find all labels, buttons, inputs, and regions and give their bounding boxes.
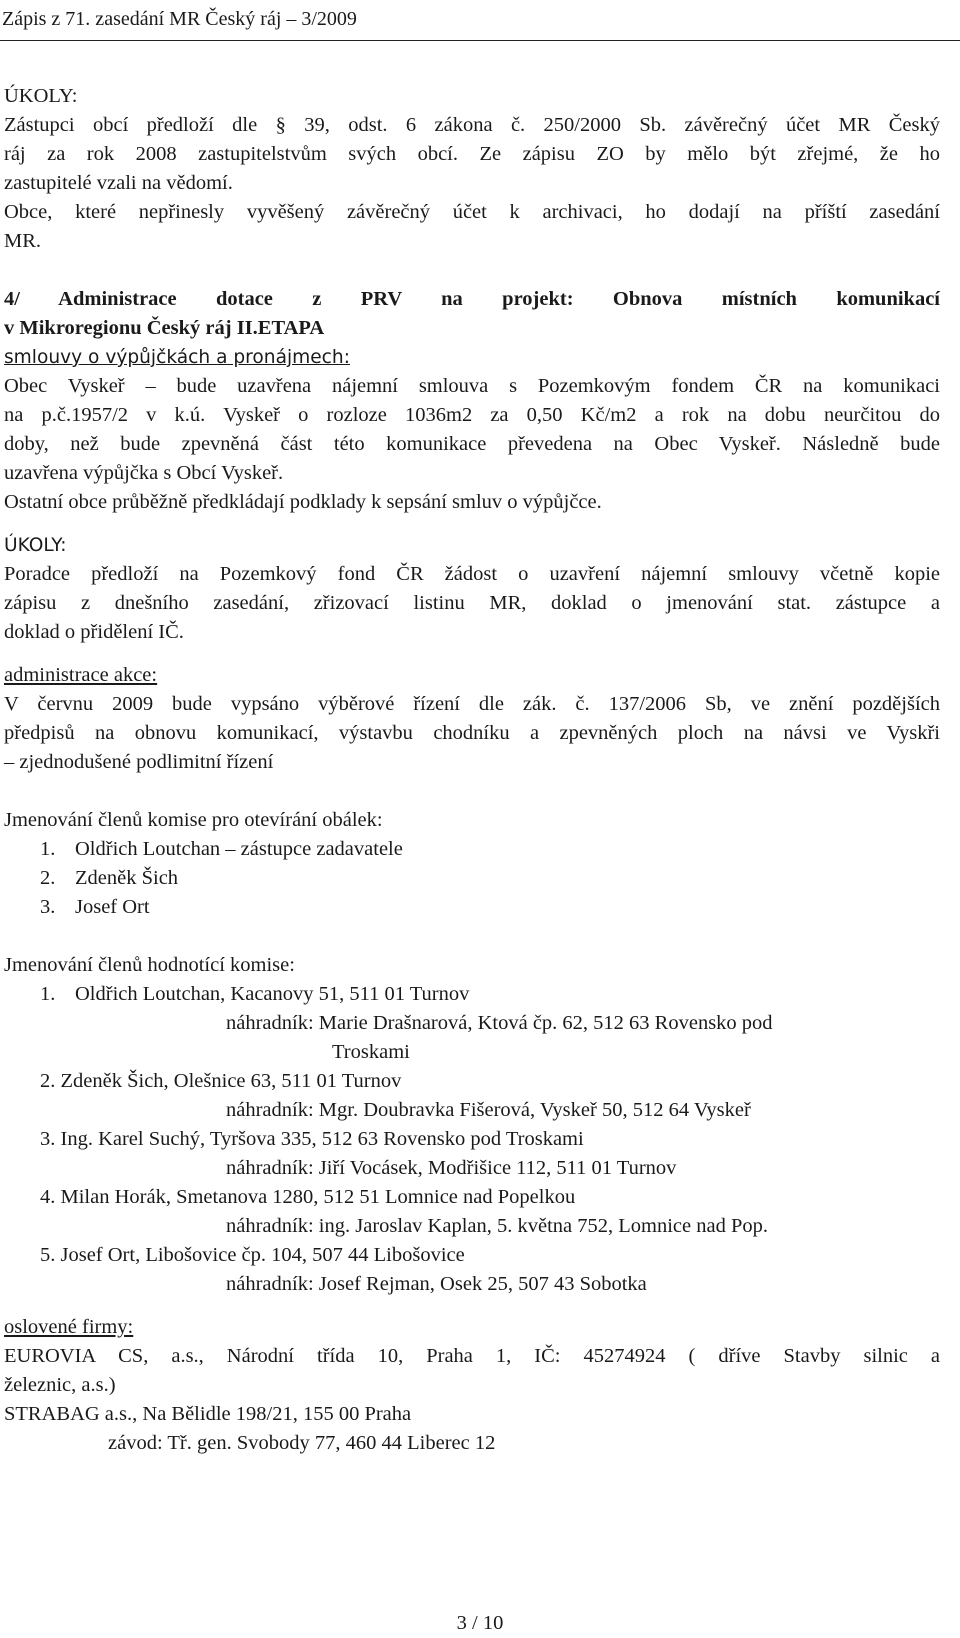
section-title-line2: v Mikroregionu Český ráj II.ETAPA xyxy=(4,317,325,339)
substitute: náhradník: Josef Rejman, Osek 25, 507 43 Sobotka xyxy=(226,1273,647,1295)
member-name: Ing. Karel Suchý, Tyršova 335, 512 63 Rovensko pod Troskami xyxy=(60,1128,584,1150)
list-item xyxy=(4,1125,940,1154)
section-title: 4/ Administrace dotace z PRV na projekt: Obnova místních komunikací xyxy=(4,288,940,310)
spacer xyxy=(4,922,940,951)
administrace-line: předpisů na obnovu komunikací, výstavbu chodníku a zpevněných ploch na návsi ve Vyskři xyxy=(4,722,940,744)
firma-line: závod: Tř. gen. Svobody 77, 460 44 Liberec 12 xyxy=(108,1432,496,1454)
firma-line: EUROVIA CS, a.s., Národní třída 10, Praha 1, IČ: 45274924 ( dříve Stavby silnic a xyxy=(4,1345,940,1367)
ukoly1-line: Obce, které nepřinesly vyvěšený závěrečný účet k archivaci, ho dodají na příští zasedání xyxy=(4,201,940,223)
ukoly2-line: zápisu z dnešního zasedání, zřizovací listinu MR, doklad o jmenování stat. zástupce a xyxy=(4,592,940,614)
substitute: náhradník: Jiří Vocásek, Modřišice 112, 511 01 Turnov xyxy=(226,1157,677,1179)
section4-line: na p.č.1957/2 v k.ú. Vyskeř o rozloze 1036m2 za 0,50 Kč/m2 a rok na dobu neurčitou do xyxy=(4,404,940,426)
substitute-cont: Troskami xyxy=(332,1041,410,1063)
ukoly-heading: ÚKOLY: xyxy=(4,535,67,556)
document-body xyxy=(4,82,940,1458)
list-number: 3. xyxy=(40,1128,56,1150)
section4-line: uzavřena výpůjčka s Obcí Vyskeř. xyxy=(4,462,284,484)
ukoly1-line: MR. xyxy=(4,230,42,252)
list-number: 1. xyxy=(40,838,56,860)
spacer xyxy=(4,517,940,531)
section4-line: Obec Vyskeř – bude uzavřena nájemní smlouva s Pozemkovým fondem ČR na komunikaci xyxy=(4,375,940,397)
list-item xyxy=(4,893,940,922)
ukoly1-line: ráj za rok 2008 zastupitelstvům svých obcí. Ze zápisu ZO by mělo být zřejmé, že ho xyxy=(4,143,940,165)
spacer xyxy=(4,777,940,806)
list-number: 2. xyxy=(40,867,56,889)
member-name: Oldřich Loutchan, Kacanovy 51, 511 01 Turnov xyxy=(75,983,470,1005)
ukoly-heading: ÚKOLY: xyxy=(4,85,78,107)
list-item xyxy=(4,1241,940,1270)
list-item xyxy=(4,864,940,893)
list-item xyxy=(4,835,940,864)
subheading-smlouvy: smlouvy o výpůjčkách a pronájmech: xyxy=(4,347,350,368)
administrace-heading: administrace akce: xyxy=(4,664,158,686)
ukoly2-line: Poradce předloží na Pozemkový fond ČR žádost o uzavření nájemní smlouvy včetně kopie xyxy=(4,563,940,585)
komise-obalky-heading: Jmenování členů komise pro otevírání obálek: xyxy=(4,809,383,831)
ukoly1-line: Zástupci obcí předloží dle § 39, odst. 6 zákona č. 250/2000 Sb. závěrečný účet MR Český xyxy=(4,114,940,136)
section4-line: Ostatní obce průběžně předkládají podklady k sepsání smluv o výpůjčce. xyxy=(4,491,602,513)
list-number: 2. xyxy=(40,1070,56,1092)
ukoly2-line: doklad o přidělení IČ. xyxy=(4,621,184,643)
substitute: náhradník: ing. Jaroslav Kaplan, 5. května 752, Lomnice nad Pop. xyxy=(226,1215,768,1237)
list-item xyxy=(4,980,940,1009)
spacer xyxy=(4,647,940,661)
substitute: náhradník: Marie Drašnarová, Ktová čp. 62, 512 63 Rovensko pod xyxy=(226,1012,773,1034)
list-number: 3. xyxy=(40,896,56,918)
section4-line: doby, než bude zpevněná část této komunikace převedena na Obec Vyskeř. Následně bude xyxy=(4,433,940,455)
member-name: Josef Ort, Libošovice čp. 104, 507 44 Libošovice xyxy=(60,1244,465,1266)
member-name: Zdeněk Šich xyxy=(75,867,179,889)
member-name: Oldřich Loutchan – zástupce zadavatele xyxy=(75,838,403,860)
list-item xyxy=(4,1067,940,1096)
firmy-heading: oslovené firmy: xyxy=(4,1316,134,1338)
spacer xyxy=(4,256,940,285)
komise-hodnotici-heading: Jmenování členů hodnotící komise: xyxy=(4,954,295,976)
ukoly1-line: zastupitelé vzali na vědomí. xyxy=(4,172,233,194)
substitute: náhradník: Mgr. Doubravka Fišerová, Vyskeř 50, 512 64 Vyskeř xyxy=(226,1099,751,1121)
member-name: Milan Horák, Smetanova 1280, 512 51 Lomnice nad Popelkou xyxy=(60,1186,576,1208)
administrace-line: V červnu 2009 bude vypsáno výběrové řízení dle zák. č. 137/2006 Sb, ve znění pozdějších xyxy=(4,693,940,715)
header-title: Zápis z 71. zasedání MR Český ráj – 3/2009 xyxy=(2,8,357,30)
list-number: 1. xyxy=(40,983,56,1005)
member-name: Josef Ort xyxy=(75,896,150,918)
list-number: 4. xyxy=(40,1186,56,1208)
list-number: 5. xyxy=(40,1244,56,1266)
firma-line: železnic, a.s.) xyxy=(4,1374,116,1396)
member-name: Zdeněk Šich, Olešnice 63, 511 01 Turnov xyxy=(60,1070,402,1092)
firma-line: STRABAG a.s., Na Bělidle 198/21, 155 00 Praha xyxy=(4,1403,412,1425)
page-number: 3 / 10 xyxy=(456,1612,504,1634)
list-item xyxy=(4,1183,940,1212)
spacer xyxy=(4,1299,940,1313)
page-header xyxy=(0,8,960,41)
administrace-line: – zjednodušené podlimitní řízení xyxy=(4,751,274,773)
